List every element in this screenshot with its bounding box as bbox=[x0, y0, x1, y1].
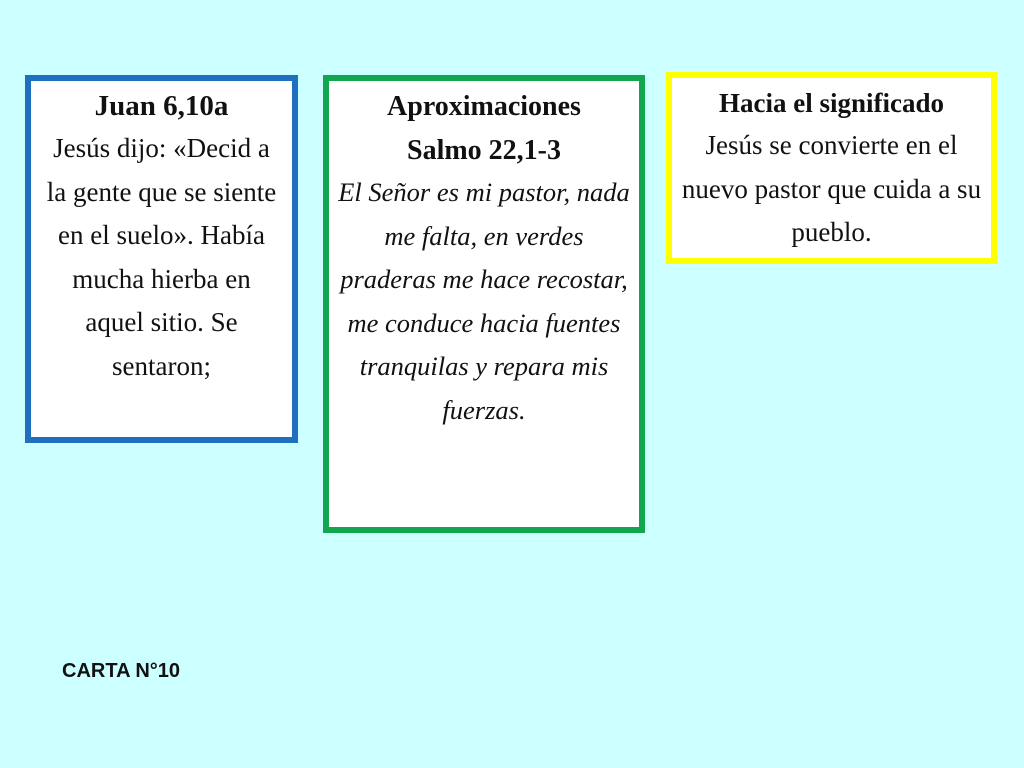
card-significado-title: Hacia el significado bbox=[719, 88, 944, 118]
card-juan bbox=[25, 75, 298, 443]
card-aproximaciones-subtitle: Salmo 22,1-3 bbox=[407, 135, 561, 166]
card-aproximaciones-title: Aproximaciones bbox=[387, 91, 581, 122]
card-juan-title: Juan 6,10a bbox=[94, 90, 229, 122]
card-juan-body: Jesús dijo: «Decid a la gente que se siente en el suelo». Había mucha hierba en aquel sitio. Se sentaron; bbox=[46, 133, 277, 381]
card-number-label: CARTA N°10 bbox=[62, 660, 181, 682]
card-significado bbox=[666, 72, 997, 264]
card-aproximaciones-body: El Señor es mi pastor, nada me falta, en verdes praderas me hace recostar, me conduce hacia fuentes tranquilas y repara mis fuerzas. bbox=[338, 177, 630, 425]
card-significado-body: Jesús se convierte en el nuevo pastor que cuida a su pueblo. bbox=[681, 130, 982, 247]
card-aproximaciones bbox=[323, 75, 645, 533]
